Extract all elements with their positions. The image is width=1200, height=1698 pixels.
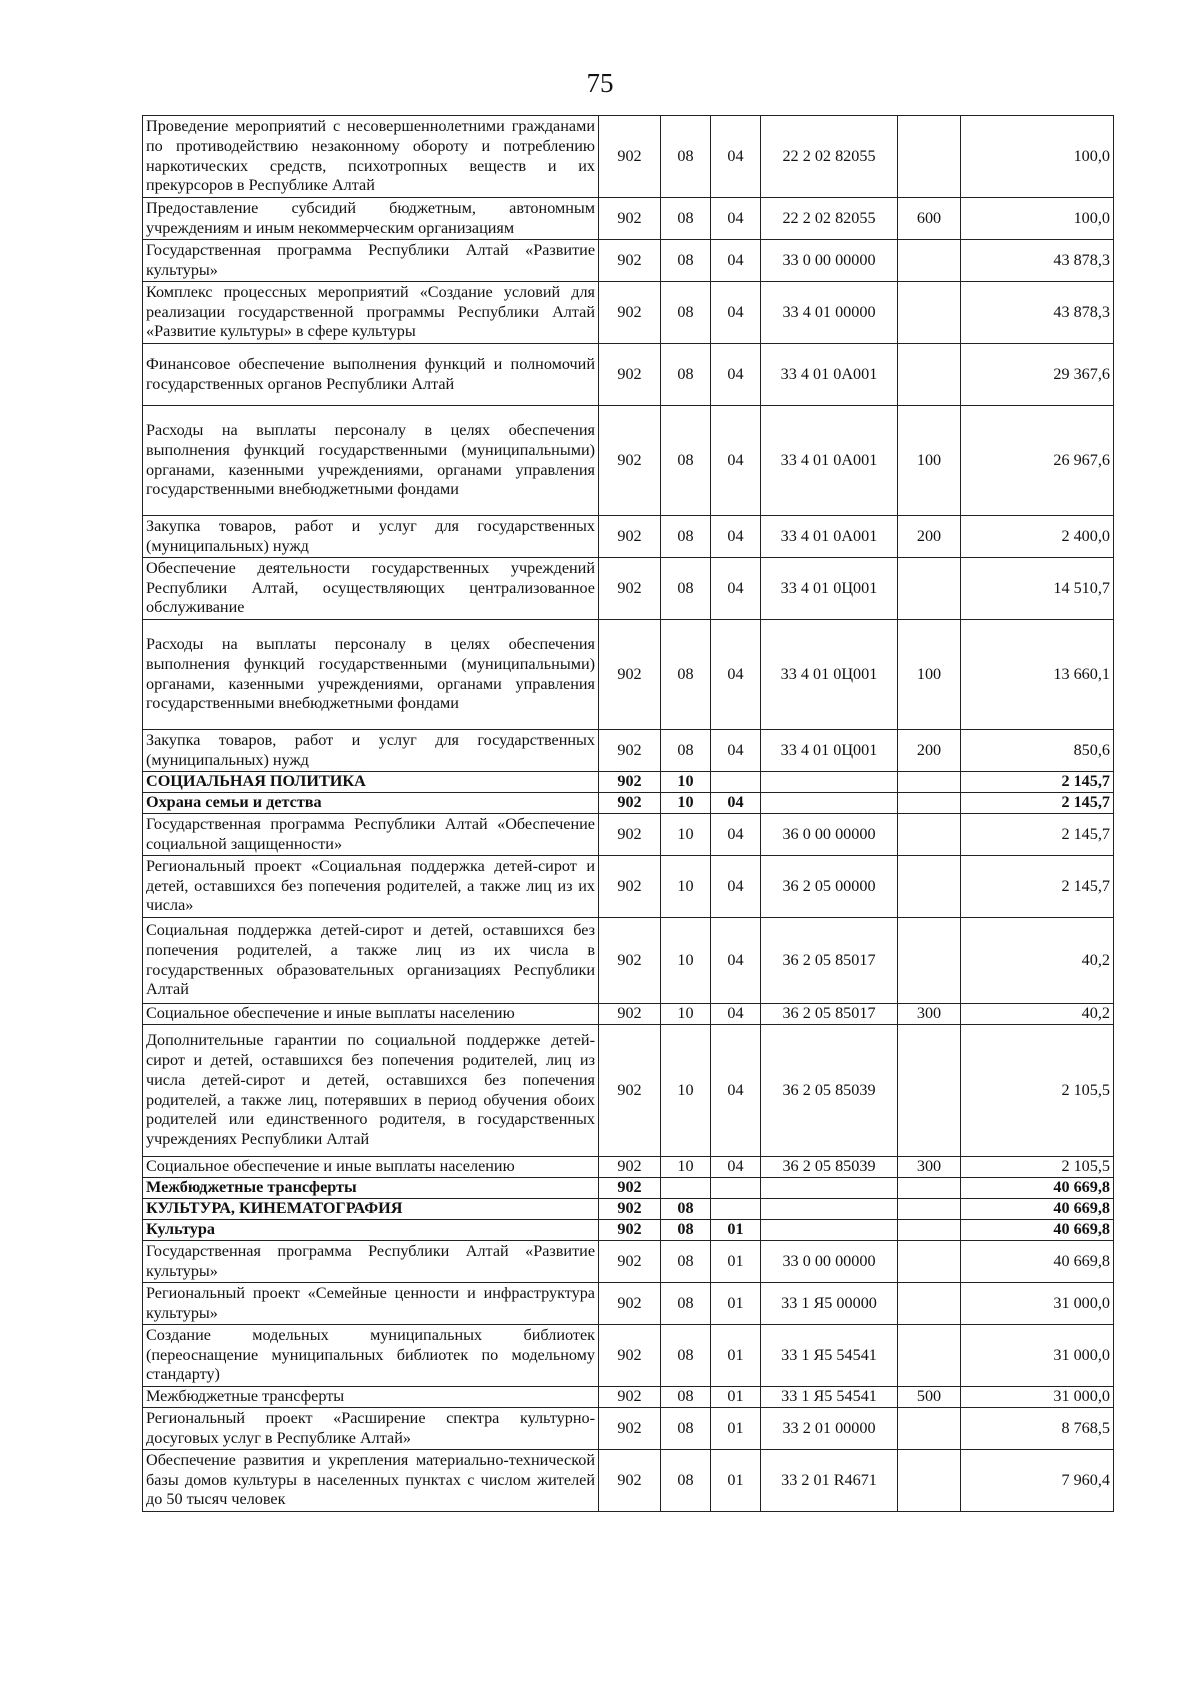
row-section-code: 10 [661, 1025, 711, 1157]
row-ministry-code: 902 [599, 856, 661, 918]
row-name: Региональный проект «Социальная поддержка детей-сирот и детей, оставшихся без попечения родителей, а также лиц из их числа» [143, 856, 599, 918]
row-ministry-code: 902 [599, 1450, 661, 1512]
table-row [143, 1387, 1114, 1408]
budget-table [142, 115, 1114, 1512]
row-subsection-code: 01 [711, 1220, 761, 1241]
row-target-code: 33 4 01 0А001 [761, 406, 898, 516]
row-name: Проведение мероприятий с несовершеннолетними гражданами по противодействию незаконному обороту и потреблению наркотических средств, психотропных веществ и их прекурсоров в Республике Алтай [143, 116, 599, 198]
row-subsection-code [711, 772, 761, 793]
row-section-code: 10 [661, 793, 711, 814]
table-row [143, 1408, 1114, 1450]
row-expense-kind [898, 793, 961, 814]
row-amount: 43 878,3 [961, 282, 1114, 344]
row-target-code: 33 4 01 0Ц001 [761, 730, 898, 772]
row-subsection-code: 04 [711, 282, 761, 344]
row-ministry-code: 902 [599, 620, 661, 730]
row-section-code: 08 [661, 1408, 711, 1450]
row-ministry-code: 902 [599, 198, 661, 240]
row-expense-kind [898, 1241, 961, 1283]
row-target-code: 33 4 01 0Ц001 [761, 620, 898, 730]
row-name: КУЛЬТУРА, КИНЕМАТОГРАФИЯ [143, 1199, 599, 1220]
row-subsection-code: 04 [711, 730, 761, 772]
row-subsection-code: 04 [711, 516, 761, 558]
table-row [143, 730, 1114, 772]
table-row [143, 1450, 1114, 1512]
row-amount: 40 669,8 [961, 1199, 1114, 1220]
row-amount: 31 000,0 [961, 1325, 1114, 1387]
row-name: Расходы на выплаты персоналу в целях обеспечения выполнения функций государственными (муниципальными) органами, казенными учреждениями, органами управления государственными внебюджетными фондами [143, 406, 599, 516]
row-name: Межбюджетные трансферты [143, 1387, 599, 1408]
row-name: Культура [143, 1220, 599, 1241]
row-amount: 40 669,8 [961, 1220, 1114, 1241]
row-target-code: 33 1 Я5 54541 [761, 1387, 898, 1408]
row-target-code: 33 4 01 0А001 [761, 344, 898, 406]
row-ministry-code: 902 [599, 558, 661, 620]
table-row [143, 406, 1114, 516]
row-name: Комплекс процессных мероприятий «Создание условий для реализации государственной программы Республики Алтай «Развитие культуры» в сфере культуры [143, 282, 599, 344]
row-ministry-code: 902 [599, 344, 661, 406]
row-amount: 2 105,5 [961, 1157, 1114, 1178]
table-row [143, 856, 1114, 918]
row-target-code: 36 2 05 85039 [761, 1025, 898, 1157]
row-section-code: 08 [661, 282, 711, 344]
table-row [143, 814, 1114, 856]
row-amount: 29 367,6 [961, 344, 1114, 406]
row-name: Государственная программа Республики Алтай «Развитие культуры» [143, 240, 599, 282]
row-subsection-code: 04 [711, 116, 761, 198]
row-ministry-code: 902 [599, 1178, 661, 1199]
row-name: Региональный проект «Семейные ценности и инфраструктура культуры» [143, 1283, 599, 1325]
row-ministry-code: 902 [599, 240, 661, 282]
table-row [143, 198, 1114, 240]
row-ministry-code: 902 [599, 1199, 661, 1220]
budget-table-body [143, 116, 1114, 1512]
row-section-code: 08 [661, 516, 711, 558]
row-ministry-code: 902 [599, 1283, 661, 1325]
row-expense-kind [898, 344, 961, 406]
row-subsection-code: 04 [711, 814, 761, 856]
row-section-code: 10 [661, 772, 711, 793]
row-target-code [761, 793, 898, 814]
row-expense-kind [898, 282, 961, 344]
row-amount: 31 000,0 [961, 1283, 1114, 1325]
row-section-code: 10 [661, 814, 711, 856]
row-expense-kind [898, 1408, 961, 1450]
row-target-code [761, 772, 898, 793]
row-expense-kind: 100 [898, 620, 961, 730]
row-target-code: 36 2 05 85017 [761, 918, 898, 1004]
row-name: Создание модельных муниципальных библиотек (переоснащение муниципальных библиотек по модельному стандарту) [143, 1325, 599, 1387]
row-ministry-code: 902 [599, 282, 661, 344]
row-section-code: 10 [661, 1157, 711, 1178]
row-name: Социальная поддержка детей-сирот и детей, оставшихся без попечения родителей, а также лиц из их числа в государственных образовательных организациях Республики Алтай [143, 918, 599, 1004]
row-section-code: 10 [661, 856, 711, 918]
row-section-code: 08 [661, 344, 711, 406]
table-row [143, 240, 1114, 282]
row-expense-kind [898, 918, 961, 1004]
row-section-code: 08 [661, 1387, 711, 1408]
row-target-code: 33 0 00 00000 [761, 240, 898, 282]
row-ministry-code: 902 [599, 814, 661, 856]
row-subsection-code: 04 [711, 240, 761, 282]
row-subsection-code: 04 [711, 406, 761, 516]
row-ministry-code: 902 [599, 918, 661, 1004]
row-ministry-code: 902 [599, 1220, 661, 1241]
row-name: СОЦИАЛЬНАЯ ПОЛИТИКА [143, 772, 599, 793]
row-subsection-code: 04 [711, 558, 761, 620]
row-expense-kind [898, 240, 961, 282]
table-row [143, 1004, 1114, 1025]
row-name: Государственная программа Республики Алтай «Развитие культуры» [143, 1241, 599, 1283]
row-ministry-code: 902 [599, 1325, 661, 1387]
row-section-code: 08 [661, 1325, 711, 1387]
row-ministry-code: 902 [599, 116, 661, 198]
table-row [143, 918, 1114, 1004]
table-row [143, 1220, 1114, 1241]
row-ministry-code: 902 [599, 1157, 661, 1178]
row-name: Финансовое обеспечение выполнения функций и полномочий государственных органов Республики Алтай [143, 344, 599, 406]
row-expense-kind [898, 1025, 961, 1157]
row-subsection-code [711, 1199, 761, 1220]
row-subsection-code: 04 [711, 344, 761, 406]
row-subsection-code: 04 [711, 1004, 761, 1025]
table-row [143, 282, 1114, 344]
row-target-code [761, 1220, 898, 1241]
row-section-code: 08 [661, 116, 711, 198]
table-row [143, 1199, 1114, 1220]
table-row [143, 620, 1114, 730]
row-subsection-code: 04 [711, 198, 761, 240]
row-expense-kind [898, 1220, 961, 1241]
row-target-code [761, 1199, 898, 1220]
row-section-code: 08 [661, 1220, 711, 1241]
row-expense-kind [898, 1325, 961, 1387]
table-row [143, 793, 1114, 814]
row-section-code [661, 1178, 711, 1199]
row-amount: 26 967,6 [961, 406, 1114, 516]
row-section-code: 08 [661, 406, 711, 516]
row-amount: 2 145,7 [961, 814, 1114, 856]
row-name: Межбюджетные трансферты [143, 1178, 599, 1199]
row-section-code: 08 [661, 198, 711, 240]
row-name: Обеспечение деятельности государственных учреждений Республики Алтай, осуществляющих централизованное обслуживание [143, 558, 599, 620]
row-expense-kind [898, 1199, 961, 1220]
row-name: Расходы на выплаты персоналу в целях обеспечения выполнения функций государственными (муниципальными) органами, казенными учреждениями, органами управления государственными внебюджетными фондами [143, 620, 599, 730]
row-expense-kind [898, 772, 961, 793]
row-expense-kind [898, 814, 961, 856]
row-amount: 40,2 [961, 1004, 1114, 1025]
row-expense-kind [898, 116, 961, 198]
row-expense-kind [898, 1178, 961, 1199]
row-section-code: 08 [661, 558, 711, 620]
row-name: Охрана семьи и детства [143, 793, 599, 814]
row-subsection-code: 04 [711, 1157, 761, 1178]
row-target-code: 36 2 05 00000 [761, 856, 898, 918]
row-subsection-code: 01 [711, 1241, 761, 1283]
row-amount: 40,2 [961, 918, 1114, 1004]
row-amount: 2 400,0 [961, 516, 1114, 558]
row-subsection-code: 01 [711, 1387, 761, 1408]
row-name: Дополнительные гарантии по социальной поддержке детей-сирот и детей, оставшихся без попечения родителей, лиц из числа детей-сирот и детей, оставшихся без попечения родителей, а также лиц, потерявших в период обучения обоих родителей или единственного родителя, в государственных учреждениях Республики Алтай [143, 1025, 599, 1157]
row-subsection-code: 04 [711, 1025, 761, 1157]
table-row [143, 1157, 1114, 1178]
row-section-code: 08 [661, 240, 711, 282]
row-expense-kind: 300 [898, 1004, 961, 1025]
row-target-code: 33 2 01 R4671 [761, 1450, 898, 1512]
row-amount: 100,0 [961, 198, 1114, 240]
row-target-code: 36 0 00 00000 [761, 814, 898, 856]
table-row [143, 1178, 1114, 1199]
row-expense-kind [898, 1283, 961, 1325]
table-row [143, 344, 1114, 406]
row-expense-kind: 600 [898, 198, 961, 240]
row-expense-kind [898, 558, 961, 620]
row-target-code: 33 4 01 0А001 [761, 516, 898, 558]
row-subsection-code: 01 [711, 1283, 761, 1325]
row-subsection-code [711, 1178, 761, 1199]
table-row [143, 558, 1114, 620]
row-name: Социальное обеспечение и иные выплаты населению [143, 1004, 599, 1025]
row-amount: 43 878,3 [961, 240, 1114, 282]
row-expense-kind: 200 [898, 730, 961, 772]
table-row [143, 116, 1114, 198]
row-amount: 14 510,7 [961, 558, 1114, 620]
row-ministry-code: 902 [599, 1387, 661, 1408]
row-ministry-code: 902 [599, 793, 661, 814]
row-section-code: 08 [661, 1199, 711, 1220]
row-name: Региональный проект «Расширение спектра культурно-досуговых услуг в Республике Алтай» [143, 1408, 599, 1450]
row-section-code: 08 [661, 1241, 711, 1283]
row-expense-kind [898, 1450, 961, 1512]
row-amount: 31 000,0 [961, 1387, 1114, 1408]
row-section-code: 08 [661, 730, 711, 772]
row-amount: 7 960,4 [961, 1450, 1114, 1512]
row-name: Обеспечение развития и укрепления материально-технической базы домов культуры в населенных пунктах с числом жителей до 50 тысяч человек [143, 1450, 599, 1512]
row-subsection-code: 01 [711, 1450, 761, 1512]
row-amount: 13 660,1 [961, 620, 1114, 730]
table-row [143, 1241, 1114, 1283]
row-amount: 40 669,8 [961, 1241, 1114, 1283]
row-subsection-code: 04 [711, 918, 761, 1004]
table-row [143, 1025, 1114, 1157]
row-expense-kind: 200 [898, 516, 961, 558]
table-row [143, 516, 1114, 558]
row-amount: 2 105,5 [961, 1025, 1114, 1157]
row-ministry-code: 902 [599, 730, 661, 772]
row-target-code: 36 2 05 85039 [761, 1157, 898, 1178]
row-subsection-code: 01 [711, 1325, 761, 1387]
row-expense-kind: 100 [898, 406, 961, 516]
row-target-code: 33 1 Я5 00000 [761, 1283, 898, 1325]
row-section-code: 10 [661, 918, 711, 1004]
row-target-code: 33 1 Я5 54541 [761, 1325, 898, 1387]
row-ministry-code: 902 [599, 1241, 661, 1283]
row-expense-kind [898, 856, 961, 918]
row-ministry-code: 902 [599, 1408, 661, 1450]
row-ministry-code: 902 [599, 516, 661, 558]
row-ministry-code: 902 [599, 406, 661, 516]
row-ministry-code: 902 [599, 1025, 661, 1157]
row-target-code: 22 2 02 82055 [761, 116, 898, 198]
row-name: Предоставление субсидий бюджетным, автономным учреждениям и иным некоммерческим организациям [143, 198, 599, 240]
row-target-code: 22 2 02 82055 [761, 198, 898, 240]
row-subsection-code: 01 [711, 1408, 761, 1450]
row-target-code [761, 1178, 898, 1199]
table-row [143, 772, 1114, 793]
row-subsection-code: 04 [711, 856, 761, 918]
row-target-code: 33 2 01 00000 [761, 1408, 898, 1450]
row-expense-kind: 300 [898, 1157, 961, 1178]
row-target-code: 36 2 05 85017 [761, 1004, 898, 1025]
row-amount: 8 768,5 [961, 1408, 1114, 1450]
row-section-code: 10 [661, 1004, 711, 1025]
row-amount: 2 145,7 [961, 772, 1114, 793]
row-amount: 2 145,7 [961, 793, 1114, 814]
row-ministry-code: 902 [599, 1004, 661, 1025]
page-number: 75 [586, 68, 614, 98]
table-row [143, 1283, 1114, 1325]
row-amount: 850,6 [961, 730, 1114, 772]
row-target-code: 33 0 00 00000 [761, 1241, 898, 1283]
row-subsection-code: 04 [711, 620, 761, 730]
row-name: Социальное обеспечение и иные выплаты населению [143, 1157, 599, 1178]
row-amount: 100,0 [961, 116, 1114, 198]
row-section-code: 08 [661, 1283, 711, 1325]
row-target-code: 33 4 01 00000 [761, 282, 898, 344]
row-section-code: 08 [661, 1450, 711, 1512]
row-subsection-code: 04 [711, 793, 761, 814]
row-section-code: 08 [661, 620, 711, 730]
table-row [143, 1325, 1114, 1387]
row-name: Государственная программа Республики Алтай «Обеспечение социальной защищенности» [143, 814, 599, 856]
row-target-code: 33 4 01 0Ц001 [761, 558, 898, 620]
row-amount: 40 669,8 [961, 1178, 1114, 1199]
row-amount: 2 145,7 [961, 856, 1114, 918]
row-name: Закупка товаров, работ и услуг для государственных (муниципальных) нужд [143, 730, 599, 772]
row-expense-kind: 500 [898, 1387, 961, 1408]
row-ministry-code: 902 [599, 772, 661, 793]
row-name: Закупка товаров, работ и услуг для государственных (муниципальных) нужд [143, 516, 599, 558]
